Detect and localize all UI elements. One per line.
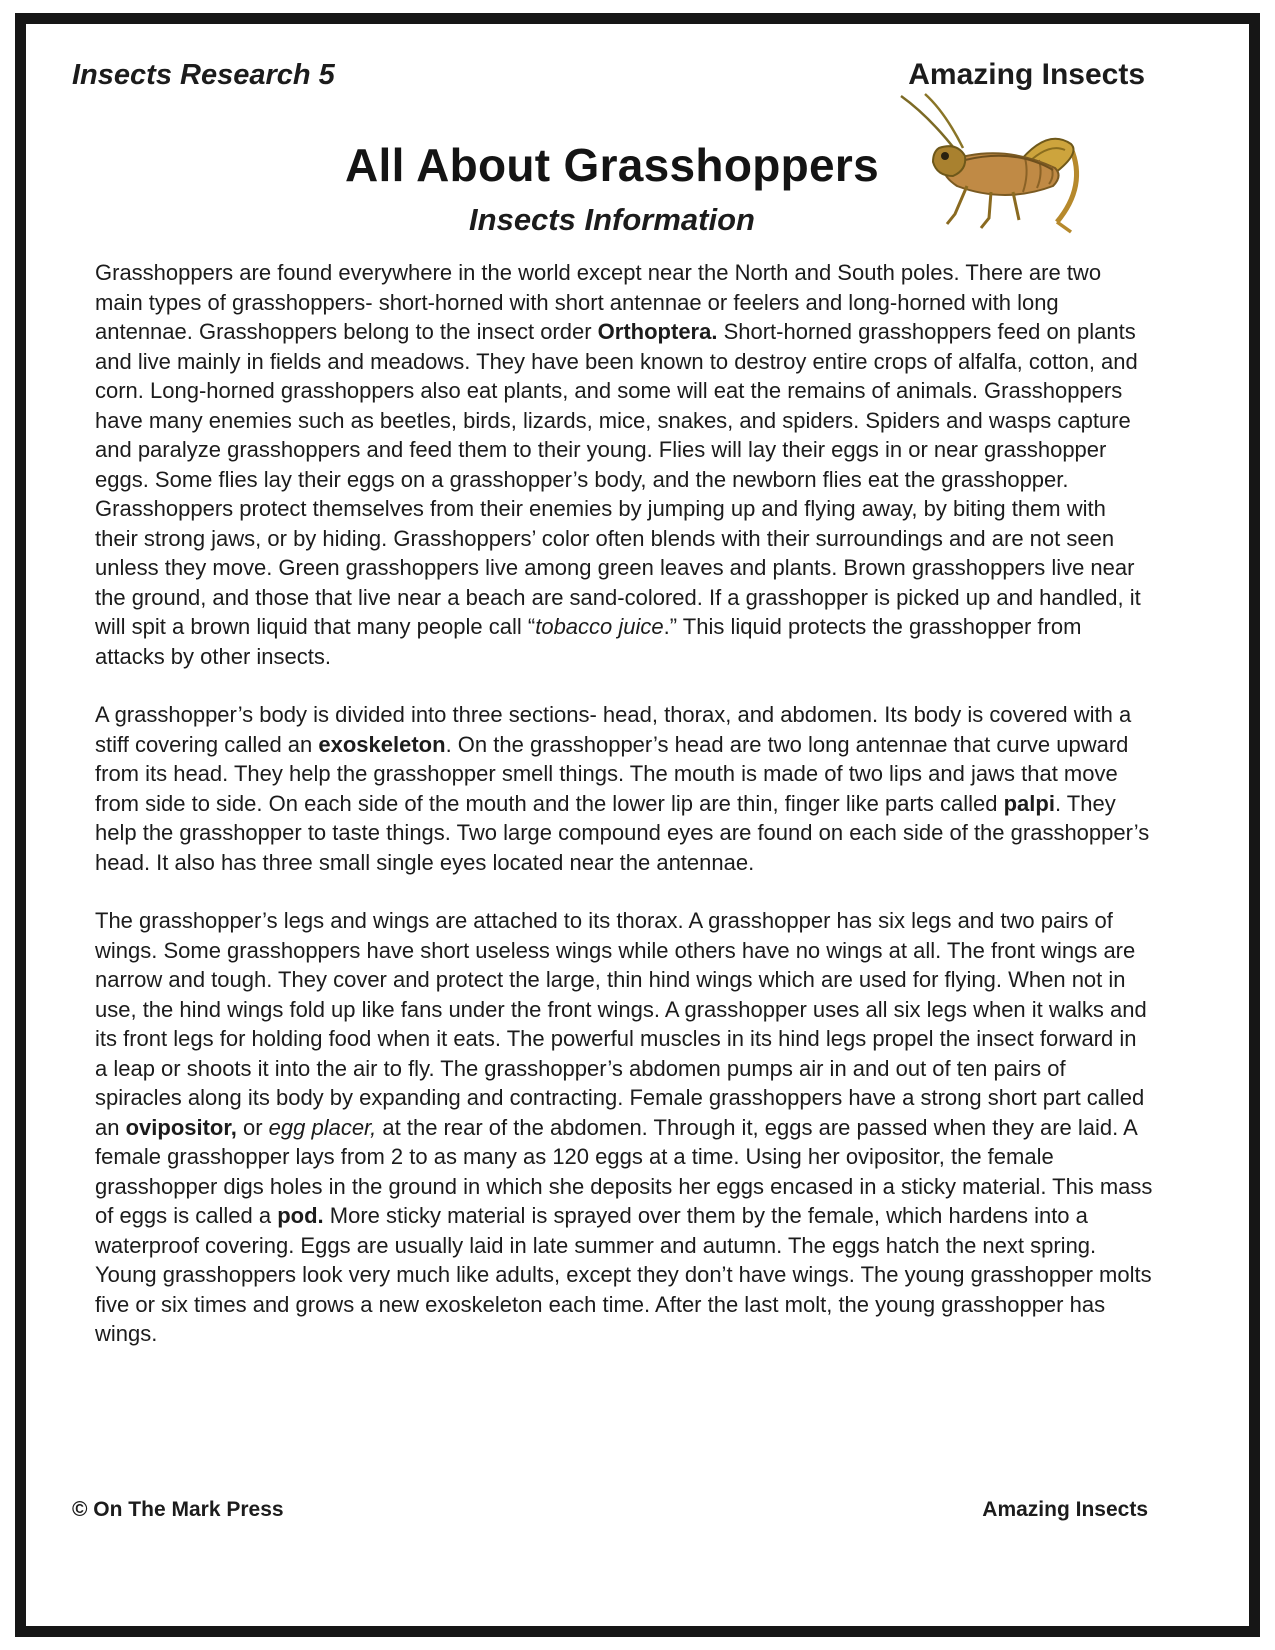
text-segment-normal: Short-horned grasshoppers feed on plants and live mainly in fields and meadows. They have been known to destroy entire crops of alfalfa, cotton, and corn. Long-horned grasshoppers also eat plants, and some will eat the remains of animals. Grasshoppers have many enemies such as beetles, birds, lizards, mice, snakes, and spiders. Spiders and wasps capture and paralyze grasshoppers and feed them to their young. Flies will lay their eggs in or near grasshopper eggs. Some flies lay their eggs on a grasshopper’s body, and the newborn flies eat the grasshopper. Grasshoppers protect themselves from their enemies by jumping up and flying away, by biting them with their strong jaws, or by hiding. Grasshoppers’ color often blends with their surroundings and are not seen unless they move. Green grasshoppers live among green leaves and plants. Brown grasshoppers live near the ground, and those that live near a beach are sand-colored. If a grasshopper is picked up and handled, it will spit a brown liquid that many people call “ bbox=[95, 319, 1141, 639]
grasshopper-illustration bbox=[895, 90, 1130, 245]
grasshopper-icon bbox=[895, 90, 1130, 245]
copyright: © On The Mark Press bbox=[72, 1498, 284, 1521]
text-segment-italic: egg placer, bbox=[268, 1114, 377, 1140]
text-segment-normal: at the rear of the abdomen. Through it, eggs are passed when they are laid. A female grasshopper lays from 2 to as many as 120 eggs at a time. Using her ovipositor, the female grasshopper digs holes in the ground in which she deposits her eggs encased in a sticky material. This mass of eggs is called a bbox=[95, 1114, 1153, 1228]
text-segment-normal: .” This liquid protects the grasshopper from attacks by other insects. bbox=[95, 614, 1082, 669]
text-segment-bold: Orthoptera. bbox=[597, 319, 718, 344]
page-footer bbox=[72, 1498, 1148, 1522]
text-segment-normal: More sticky material is sprayed over them by the female, which hardens into a waterproof covering. Eggs are usually laid in late summer and autumn. The eggs hatch the next spring. Young grasshoppers look very much like adults, except they don’t have wings. The young grasshopper molts five or six times and grows a new exoskeleton each time. After the last molt, the young grasshopper has wings. bbox=[95, 1203, 1152, 1346]
text-segment-normal: . On the grasshopper’s head are two long antennae that curve upward from its head. They help the grasshopper smell things. The mouth is made of two lips and jaws that move from side to side. On each side of the mouth and the lower lip are thin, finger like parts called bbox=[95, 731, 1129, 816]
text-segment-bold: exoskeleton bbox=[318, 731, 446, 757]
paragraph bbox=[95, 906, 1153, 1349]
book-title: Amazing Insects bbox=[908, 58, 1145, 91]
text-segment-italic: tobacco juice bbox=[535, 614, 664, 639]
text-segment-normal: A grasshopper’s body is divided into three sections- head, thorax, and abdomen. Its body is covered with a stiff covering called an bbox=[95, 702, 1132, 757]
paragraph bbox=[95, 700, 1153, 877]
page-subtitle: Insects Information bbox=[469, 202, 755, 237]
article-body bbox=[95, 258, 1153, 1378]
page-title: All About Grasshoppers bbox=[345, 139, 879, 191]
page-header bbox=[72, 58, 1145, 92]
text-segment-normal: . They help the grasshopper to taste things. Two large compound eyes are found on each side of the grasshopper’s head. It also has three small single eyes located near the antennae. bbox=[95, 790, 1150, 875]
text-segment-normal: or bbox=[236, 1114, 269, 1140]
text-segment-normal: The grasshopper’s legs and wings are attached to its thorax. A grasshopper has six legs and two pairs of wings. Some grasshoppers have short useless wings while others have no wings at all. The front wings are narrow and tough. They cover and protect the large, thin hind wings which are used for flying. When not in use, the hind wings fold up like fans under the front wings. A grasshopper uses all six legs when it walks and its front legs for holding food when it eats. The powerful muscles in its hind legs propel the insect forward in a leap or shoots it into the air to fly. The grasshopper’s abdomen pumps air in and out of ten pairs of spiracles along its body by expanding and contracting. Female grasshoppers have a strong short part called an bbox=[95, 908, 1147, 1140]
series-title: Insects Research 5 bbox=[72, 59, 335, 91]
text-segment-bold: pod. bbox=[277, 1203, 324, 1228]
paragraph bbox=[95, 258, 1153, 671]
footer-book-title: Amazing Insects bbox=[982, 1498, 1148, 1521]
text-segment-normal: Grasshoppers are found everywhere in the world except near the North and South poles. There are two main types of grasshoppers- short-horned with short antennae or feelers and long-horned with long antennae. Grasshoppers belong to the insect order bbox=[95, 260, 1102, 344]
text-segment-bold: ovipositor, bbox=[125, 1114, 237, 1140]
text-segment-bold: palpi bbox=[1003, 790, 1055, 816]
